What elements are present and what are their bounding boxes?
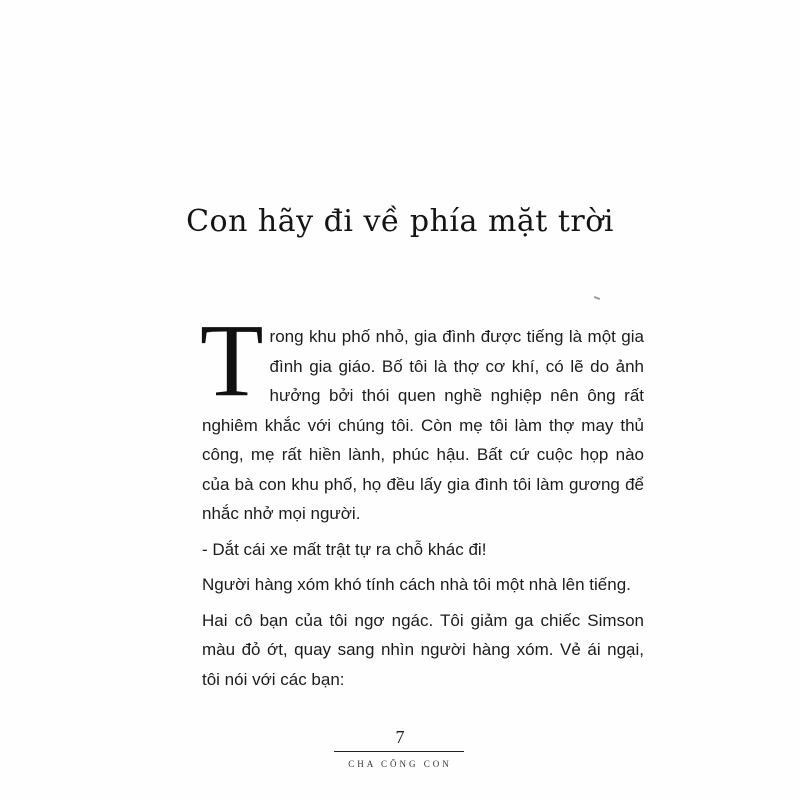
drop-cap: T [200,303,264,418]
running-footer-title: CHA CÕNG CON [348,759,452,769]
dialogue-line: - Dắt cái xe mất trật tự ra chỗ khác đi! [202,539,487,559]
page-number: 7 [395,727,405,747]
lead-paragraph [200,303,644,529]
body-text [200,303,644,700]
paragraph: Hai cô bạn của tôi ngơ ngác. Tôi giảm ga chiếc Simson màu đỏ ớt, quay sang nhìn người hàng xóm. Vẻ ái ngại, tôi nói với các bạn: [202,610,644,689]
lead-paragraph-text: rong khu phố nhỏ, gia đình được tiếng là một gia đình gia giáo. Bố tôi là thợ cơ khí, có lẽ do ảnh hưởng bởi thói quen nghề nghiệp nên ông rất nghiêm khắc với chúng tôi. Còn mẹ tôi làm thợ may thủ công, mẹ rất hiền lành, phúc hậu. Bất cứ cuộc họp nào của bà con khu phố, họ đều lấy gia đình tôi làm gương để nhắc nhở mọi người. [202,327,644,523]
paragraph: Người hàng xóm khó tính cách nhà tôi một nhà lên tiếng. [202,575,631,594]
chapter-title: Con hãy đi về phía mặt trời [186,204,614,239]
print-speck [594,296,600,300]
footer-rule [334,751,464,752]
